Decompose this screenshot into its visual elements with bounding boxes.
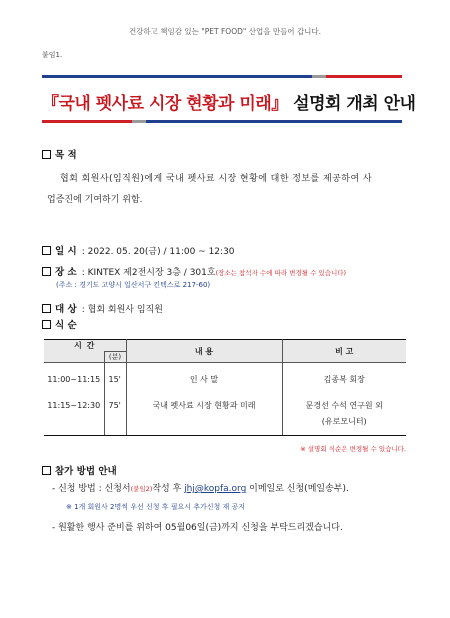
- table-row: [44, 373, 406, 387]
- table-row: [44, 399, 406, 413]
- title-top-bar: [42, 75, 402, 78]
- date-row: 일 시 : 2022. 05. 20(금) / 11:00 ~ 12:30: [42, 239, 235, 258]
- checkbox-bullet-icon: [42, 466, 51, 475]
- checkbox-bullet-icon: [42, 150, 51, 159]
- purpose-line-1: 협회 회원사(임직원)에게 국내 펫사료 시장 현황에 대한 정보를 제공하여 사: [60, 174, 373, 184]
- apply-line-1: - 신청 방법 : 신청서(붙임2)작성 후 jhj@kopfa.org 이메일로 신청(메일송부).: [52, 484, 349, 494]
- header-content: 내 용: [126, 340, 282, 363]
- top-bar-grey: [312, 75, 326, 78]
- checkbox-bullet-icon: [42, 246, 51, 255]
- target-row: 대 상 : 협회 회원사 임직원: [42, 297, 163, 316]
- attachment-ref: (붙임2): [130, 485, 153, 493]
- row-minutes: 75': [104, 399, 126, 413]
- venue-address: (주소 : 경기도 고양시 일산서구 킨텍스로 217-60): [56, 281, 211, 289]
- target-value: : 협회 회원사 임직원: [81, 305, 163, 315]
- row-content: 국내 펫사료 시장 현황과 미래: [126, 399, 282, 413]
- row-minutes: 15': [104, 373, 126, 387]
- row-remarks: 김종복 회장: [323, 375, 365, 384]
- bottom-bar-grey: [132, 120, 146, 123]
- header-tagline: 건강하고 책임감 있는 "PET FOOD" 산업을 만들어 갑니다.: [128, 27, 322, 36]
- title-bottom-bar: [42, 120, 402, 123]
- schedule-table: [44, 339, 406, 436]
- venue-note: (장소는 참석자 수에 따라 변경될 수 있습니다): [215, 269, 347, 277]
- table-header-row: [44, 340, 406, 352]
- row-remarks: 문경선 수석 연구원 외: [305, 401, 383, 410]
- title-event: 설명회 개최 안내: [293, 94, 416, 114]
- top-bar-red: [326, 75, 402, 78]
- bottom-bar-navy: [146, 120, 402, 123]
- purpose-line-2: 업증진에 기여하기 위함.: [47, 195, 143, 205]
- page-title: [42, 89, 416, 114]
- bottom-bar-red: [42, 120, 132, 123]
- header-duration: (분): [104, 352, 126, 363]
- top-bar-navy: [42, 75, 312, 78]
- apply-note: ※ 1개 회원사 2명씩 우선 신청 후 필요시 추가신청 재 공지: [66, 503, 246, 511]
- title-topic: 『국내 펫사료 시장 현황과 미래』: [42, 94, 288, 114]
- header-remarks: 비 고: [282, 340, 406, 363]
- apply-line-2: - 원활한 행사 준비를 위하여 05월06일(금)까지 신청을 부탁드리겠습니다.: [52, 523, 343, 533]
- email-link[interactable]: jhj@kopfa.org: [184, 484, 247, 494]
- venue-row: 장 소 : KINTEX 제2전시장 3층 / 301호(장소는 참석자 수에 따라 변경될 수 있습니다): [42, 260, 346, 279]
- apply-heading: 참가 방법 안내: [42, 463, 117, 477]
- venue-value: : KINTEX 제2전시장 3층 / 301호: [81, 268, 216, 278]
- order-heading: 식 순: [42, 317, 77, 331]
- purpose-heading: 목 적: [42, 147, 77, 161]
- checkbox-bullet-icon: [42, 320, 51, 329]
- schedule-notice: ※ 설명회 식순은 변경될 수 있습니다.: [300, 445, 406, 453]
- row-remarks-affiliation: (유로모니터): [321, 416, 367, 426]
- row-time: 11:15~12:30: [44, 399, 104, 413]
- checkbox-bullet-icon: [42, 267, 51, 276]
- date-value: : 2022. 05. 20(금) / 11:00 ~ 12:30: [81, 247, 235, 257]
- row-time: 11:00~11:15: [44, 373, 104, 387]
- row-content: 인 사 말: [126, 373, 282, 387]
- attachment-label: 붙임1.: [42, 51, 63, 59]
- checkbox-bullet-icon: [42, 304, 51, 313]
- header-time: 시 간: [44, 340, 126, 352]
